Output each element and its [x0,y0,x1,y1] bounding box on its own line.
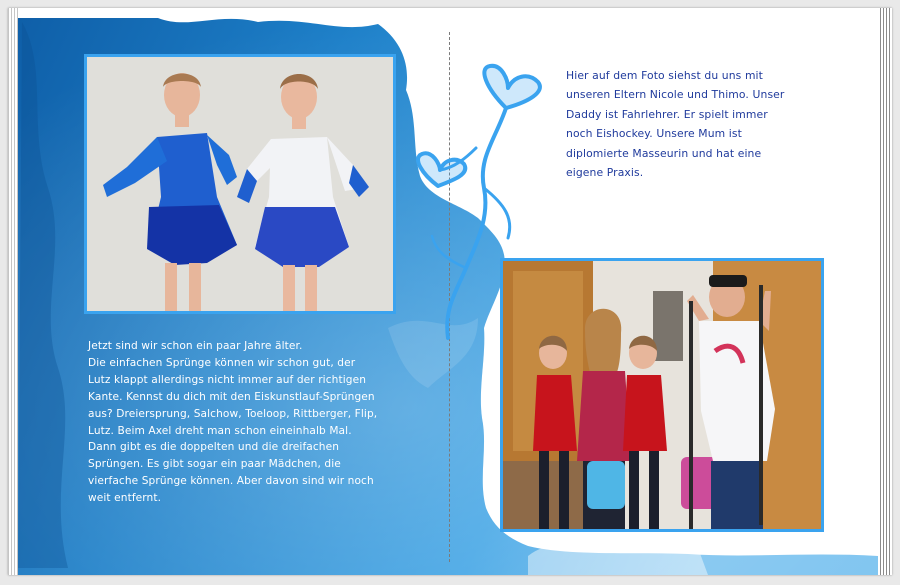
heart-icon [484,66,540,108]
left-page-paragraph: Jetzt sind wir schon ein paar Jahre älter. Die einfachen Sprünge können wir schon gut, der Lutz klappt allerdings nicht immer auf der richtigen Kante. Kennst du dich mit den Eiskunstlauf-Sprüngen aus? Dreiersprung, Salchow, Toeloop, Rittberger, Flip, Lutz. Beim Axel dreht man schon eineinhalb Mal. Dann gibt es die doppelten und die dreifachen Sprüngen. Es gibt sogar ein paar Mädchen, die vierfache Sprünge können. Aber davon sind wir noch weit entfernt. [88,340,378,505]
family-photo [500,258,824,532]
skating-girls-photo [84,54,396,314]
right-page-text [566,66,816,182]
left-page-text [88,338,408,507]
right-page-paragraph: Hier auf dem Foto siehst du uns mit unseren Eltern Nicole und Thimo. Unser Daddy ist Fahrlehrer. Er spielt immer noch Eishockey. Unsere Mum ist diplomierte Masseurin und hat eine eigene Praxis. [566,69,785,180]
photobook-spread [8,8,892,575]
